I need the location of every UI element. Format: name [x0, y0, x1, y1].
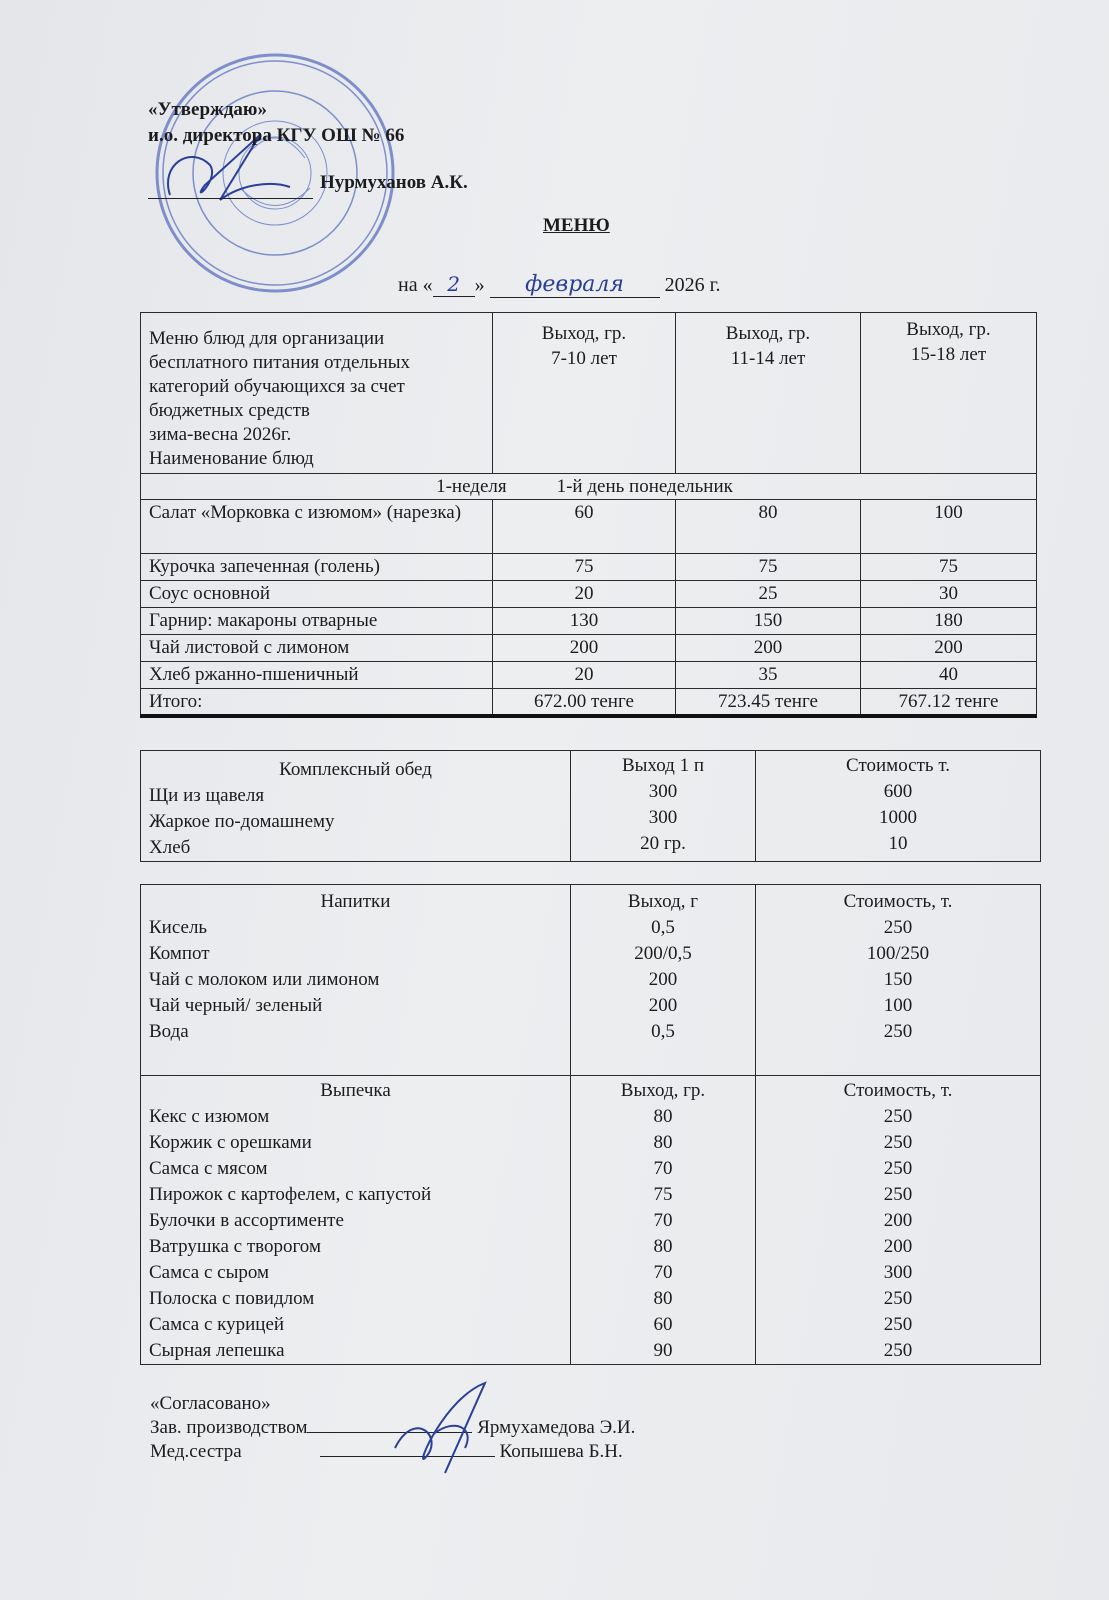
drinks-costs — [756, 885, 1041, 1076]
dish-output: 20 — [493, 581, 676, 608]
pastry-item-out: 70 — [653, 1210, 673, 1231]
dish-name: Салат «Морковка с изюмом» (нарезка) — [141, 500, 493, 554]
lunch-item-cost: 10 — [888, 833, 908, 854]
drinks-outputs — [571, 885, 756, 1076]
pastry-item-name: Самса с сыром — [149, 1262, 270, 1283]
pastry-item-out: 80 — [653, 1106, 673, 1127]
dish-row — [141, 554, 1037, 581]
col-label: Выход, гр. — [541, 323, 627, 344]
drinks-item-out: 200 — [648, 969, 678, 990]
director-name: Нурмуханов А.К. — [320, 172, 468, 193]
lunch-header: Комплексный обед — [279, 759, 432, 780]
drinks-item-cost: 100/250 — [866, 943, 930, 964]
dish-output: 25 — [676, 581, 861, 608]
lunch-item-name: Щи из щавеля — [149, 785, 265, 806]
daily-menu-table — [140, 312, 1037, 718]
dish-output: 20 — [493, 662, 676, 689]
lunch-item-name: Жаркое по-домашнему — [149, 811, 335, 832]
pastry-item-cost: 250 — [883, 1106, 913, 1127]
production-head-signature — [385, 1378, 525, 1478]
dish-output: 200 — [676, 635, 861, 662]
drinks-item-cost: 100 — [883, 995, 913, 1016]
date-day: 2 — [433, 272, 475, 297]
total-value: 767.12 тенге — [861, 689, 1037, 717]
pastry-names — [141, 1076, 571, 1365]
pastry-item-cost: 200 — [883, 1210, 913, 1231]
production-head-name: Ярмухамедова Э.И. — [477, 1417, 636, 1438]
pastry-item-out: 75 — [653, 1184, 673, 1205]
drinks-item-out: 0,5 — [651, 1021, 675, 1042]
total-label: Итого: — [141, 689, 493, 717]
pastry-item-out: 60 — [653, 1314, 673, 1335]
drinks-item-cost: 250 — [883, 1021, 913, 1042]
week-row — [141, 474, 1037, 500]
pastry-item-out: 80 — [653, 1236, 673, 1257]
drinks-item-out: 200 — [648, 995, 678, 1016]
pastry-item-out: 80 — [653, 1288, 673, 1309]
drinks-pastry-table — [140, 884, 1041, 1365]
drinks-item-cost: 250 — [883, 917, 913, 938]
dish-name: Хлеб ржанно-пшеничный — [141, 662, 493, 689]
dish-output: 200 — [493, 635, 676, 662]
lunch-item-cost: 600 — [883, 781, 913, 802]
date-year: 2026 г. — [664, 274, 721, 296]
lunch-item-out: 20 гр. — [640, 833, 686, 854]
menu-date — [398, 272, 721, 298]
pastry-item-cost: 250 — [883, 1288, 913, 1309]
age-col-header — [676, 313, 861, 474]
approve-label: «Утверждаю» — [148, 99, 267, 120]
pastry-item-cost: 250 — [883, 1184, 913, 1205]
drinks-names — [141, 885, 571, 1076]
date-mid: » — [474, 274, 485, 296]
page-title: МЕНЮ — [543, 215, 610, 236]
date-prefix: на « — [398, 274, 433, 296]
drinks-item-name: Компот — [149, 943, 210, 964]
drinks-header: Напитки — [320, 891, 391, 912]
dish-output: 35 — [676, 662, 861, 689]
drinks-item-name: Кисель — [149, 917, 208, 938]
dish-output: 100 — [861, 500, 1037, 554]
lunch-outputs — [571, 751, 756, 862]
nurse-role: Мед.сестра — [150, 1441, 242, 1462]
col-age: 11-14 лет — [730, 348, 806, 369]
drinks-item-out: 200/0,5 — [634, 943, 692, 964]
dish-row — [141, 662, 1037, 689]
dish-name: Курочка запеченная (голень) — [141, 554, 493, 581]
lunch-item-out: 300 — [648, 807, 678, 828]
header-line: бесплатного питания отдельных — [149, 352, 410, 373]
dish-output: 200 — [861, 635, 1037, 662]
pastry-item-out: 80 — [653, 1132, 673, 1153]
complex-lunch-table — [140, 750, 1041, 862]
pastry-item-cost: 250 — [883, 1132, 913, 1153]
dish-output: 60 — [493, 500, 676, 554]
lunch-header: Стоимость т. — [846, 755, 950, 776]
pastry-item-name: Коржик с орешками — [149, 1132, 312, 1153]
header-line: Наименование блюд — [149, 448, 314, 469]
pastry-item-cost: 200 — [883, 1236, 913, 1257]
dish-output: 40 — [861, 662, 1037, 689]
dish-name: Гарнир: макароны отварные — [141, 608, 493, 635]
age-col-header — [493, 313, 676, 474]
date-month: февраля — [490, 272, 660, 298]
dish-output: 30 — [861, 581, 1037, 608]
lunch-item-name: Хлеб — [149, 837, 191, 858]
dish-name: Соус основной — [141, 581, 493, 608]
drinks-item-name: Чай черный/ зеленый — [149, 995, 323, 1016]
lunch-header: Выход 1 п — [621, 755, 704, 776]
drinks-header: Выход, г — [627, 891, 699, 912]
pastry-item-cost: 250 — [883, 1340, 913, 1361]
week-label: 1-неделя — [436, 476, 507, 497]
pastry-item-name: Самса с курицей — [149, 1314, 285, 1335]
dish-output: 80 — [676, 500, 861, 554]
col-label: Выход, гр. — [725, 323, 811, 344]
pastry-item-name: Полоска с повидлом — [149, 1288, 315, 1309]
pastry-item-cost: 250 — [883, 1314, 913, 1335]
header-line: бюджетных средств — [149, 400, 310, 421]
drinks-item-name: Вода — [149, 1021, 189, 1042]
pastry-header: Выход, гр. — [620, 1080, 706, 1101]
pastry-item-out: 90 — [653, 1340, 673, 1361]
pastry-item-cost: 300 — [883, 1262, 913, 1283]
pastry-header: Выпечка — [320, 1080, 391, 1101]
dish-output: 180 — [861, 608, 1037, 635]
header-row — [141, 313, 1037, 474]
nurse-name: Копышева Б.Н. — [499, 1441, 623, 1462]
dish-row — [141, 635, 1037, 662]
dish-output: 75 — [493, 554, 676, 581]
day-label: 1-й день понедельник — [556, 476, 733, 497]
pastry-item-name: Ватрушка с творогом — [149, 1236, 321, 1257]
dish-output: 150 — [676, 608, 861, 635]
header-line: категорий обучающихся за счет — [149, 376, 405, 397]
header-line: Меню блюд для организации — [149, 328, 385, 349]
drinks-item-name: Чай с молоком или лимоном — [149, 969, 380, 990]
pastry-item-name: Кекс с изюмом — [149, 1106, 270, 1127]
total-value: 672.00 тенге — [493, 689, 676, 717]
pastry-item-name: Сырная лепешка — [149, 1340, 285, 1361]
dish-row — [141, 581, 1037, 608]
dish-name-header — [141, 313, 493, 474]
pastry-outputs — [571, 1076, 756, 1365]
pastry-item-out: 70 — [653, 1262, 673, 1283]
total-value: 723.45 тенге — [676, 689, 861, 717]
director-position: и.о. директора КГУ ОШ № 66 — [148, 125, 405, 146]
pastry-item-name: Булочки в ассортименте — [149, 1210, 344, 1231]
pastry-item-name: Пирожок с картофелем, с капустой — [149, 1184, 432, 1205]
dish-row — [141, 500, 1037, 554]
dish-row — [141, 608, 1037, 635]
drinks-header: Стоимость, т. — [843, 891, 953, 912]
pastry-item-cost: 250 — [883, 1158, 913, 1179]
total-row — [141, 689, 1037, 717]
dish-output: 130 — [493, 608, 676, 635]
pastry-costs — [756, 1076, 1041, 1365]
agreed-label: «Согласовано» — [150, 1393, 271, 1414]
drinks-item-out: 0,5 — [651, 917, 675, 938]
lunch-item-out: 300 — [648, 781, 678, 802]
col-label: Выход, гр. — [906, 319, 991, 340]
header-line: зима-весна 2026г. — [149, 424, 292, 445]
production-head-role: Зав. производством — [150, 1417, 308, 1438]
pastry-item-out: 70 — [653, 1158, 673, 1179]
dish-output: 75 — [861, 554, 1037, 581]
pastry-header: Стоимость, т. — [843, 1080, 953, 1101]
lunch-item-cost: 1000 — [879, 807, 917, 828]
drinks-item-cost: 150 — [883, 969, 913, 990]
signature-line — [148, 198, 313, 199]
pastry-item-name: Самса с мясом — [149, 1158, 268, 1179]
lunch-names — [141, 751, 571, 862]
dish-name: Чай листовой с лимоном — [141, 635, 493, 662]
col-age: 15-18 лет — [910, 344, 987, 365]
col-age: 7-10 лет — [551, 348, 617, 369]
age-col-header — [861, 313, 1037, 474]
lunch-costs — [756, 751, 1041, 862]
dish-output: 75 — [676, 554, 861, 581]
